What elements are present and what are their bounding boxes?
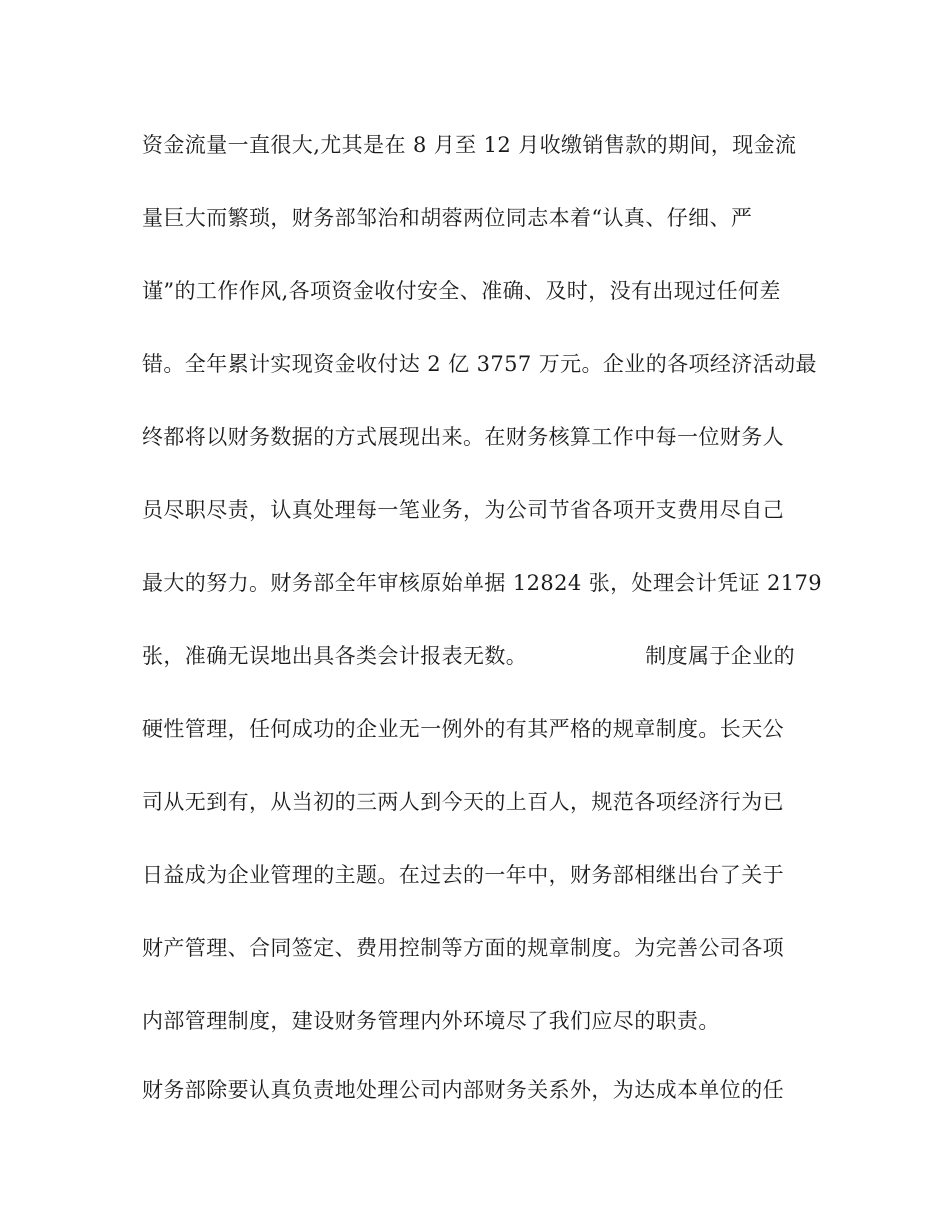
text-line-5: 终都将以财务数据的方式展现出来。在财务核算工作中每一位财务人: [142, 425, 784, 449]
text-line-8-tail: 制度属于企业的: [645, 644, 796, 668]
text-line-3: 谨”的工作作风,各项资金收付安全、准确、及时，没有出现过任何差: [142, 279, 781, 303]
text-line-4: 错。全年累计实现资金收付达 2 亿 3757 万元。企业的各项经济活动最: [142, 352, 817, 376]
text-line-10: 司从无到有，从当初的三两人到今天的上百人，规范各项经济行为已: [142, 790, 784, 814]
text-line-13: 内部管理制度，建设财务管理内外环境尽了我们应尽的职责。: [142, 1009, 720, 1033]
text-line-12: 财产管理、合同签定、费用控制等方面的规章制度。为完善公司各项: [142, 936, 784, 960]
text-line-9: 硬性管理，任何成功的企业无一例外的有其严格的规章制度。长天公: [142, 717, 784, 741]
text-line-8: [142, 641, 822, 671]
text-line-1: 资金流量一直很大,尤其是在 8 月至 12 月收缴销售款的期间，现金流: [142, 133, 797, 157]
text-line-6: 员尽职尽责，认真处理每一笔业务，为公司节省各项开支费用尽自己: [142, 498, 784, 522]
text-line-8-head: 张，准确无误地出具各类会计报表无数。: [142, 644, 528, 668]
text-line-11: 日益成为企业管理的主题。在过去的一年中，财务部相继出台了关于: [142, 863, 784, 887]
text-line-14: 财务部除要认真负责地处理公司内部财务关系外，为达成本单位的任: [142, 1078, 784, 1102]
text-line-7: 最大的努力。财务部全年审核原始单据 12824 张，处理会计凭证 2179: [142, 571, 823, 595]
text-line-2: 量巨大而繁琐，财务部邹治和胡蓉两位同志本着“认真、仔细、严: [142, 206, 753, 230]
